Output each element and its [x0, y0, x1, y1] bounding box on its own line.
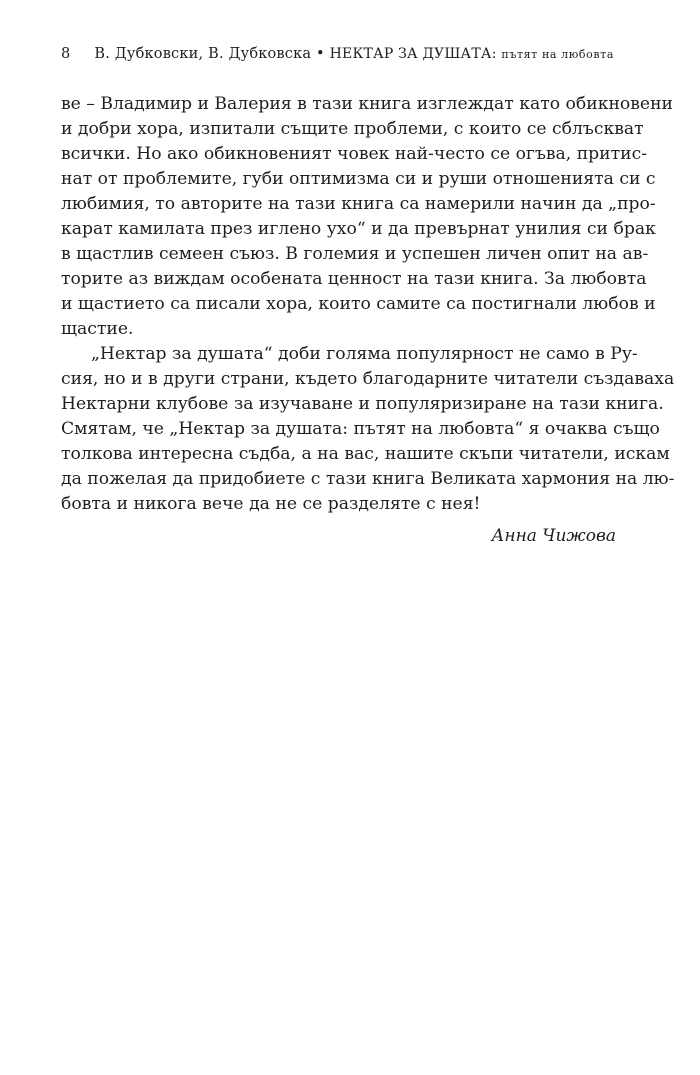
- text-line: всички. Но ако обикновеният човек най-често се огъва, притис-: [61, 144, 648, 164]
- text-line: в щастлив семеен съюз. В големия и успешен личен опит на ав-: [61, 244, 649, 264]
- text-line: карат камилата през иглено ухо“ и да превърнат унилия си брак: [61, 219, 656, 239]
- text-line: щастие.: [61, 319, 134, 339]
- text-line: торите аз виждам особената ценност на тази книга. За любовта: [61, 269, 647, 289]
- text-line: и добри хора, изпитали същите проблеми, с които се сблъскват: [61, 119, 644, 139]
- text-line: сия, но и в други страни, където благодарните читатели създаваха: [61, 369, 675, 389]
- text-line: да пожелая да придобиете с тази книга Великата хармония на лю-: [61, 469, 675, 489]
- text-line: толкова интересна съдба, а на вас, нашите скъпи читатели, искам: [61, 444, 670, 464]
- paragraph-1: [61, 92, 674, 342]
- header-authors: В. Дубковски, В. Дубковска: [94, 46, 312, 62]
- text-line: нат от проблемите, губи оптимизма си и руши отношенията си с: [61, 169, 656, 189]
- header-separator: •: [316, 46, 325, 62]
- header-book-title: НЕКТАР ЗА ДУШАТА:: [329, 46, 497, 62]
- page-number: 8: [61, 46, 71, 62]
- author-signature: Анна Чижова: [491, 526, 616, 546]
- text-line: любимия, то авторите на тази книга са намерили начин да „про-: [61, 194, 656, 214]
- text-line: бовта и никога вече да не се разделяте с нея!: [61, 494, 481, 514]
- text-line: Нектарни клубове за изучаване и популяризиране на тази книга.: [61, 394, 664, 414]
- running-header: [61, 46, 614, 68]
- text-line: „Нектар за душата“ доби голяма популярност не само в Ру-: [91, 344, 638, 364]
- paragraph-2: [61, 342, 675, 517]
- header-book-subtitle: пътят на любовта: [501, 48, 614, 61]
- text-line: и щастието са писали хора, които самите са постигнали любов и: [61, 294, 656, 314]
- text-line: Смятам, че „Нектар за душата: пътят на любовта“ я очаква също: [61, 419, 660, 439]
- body-text: [61, 92, 675, 517]
- running-head: [94, 46, 614, 62]
- text-line: ве – Владимир и Валерия в тази книга изглеждат като обикновени: [61, 94, 674, 114]
